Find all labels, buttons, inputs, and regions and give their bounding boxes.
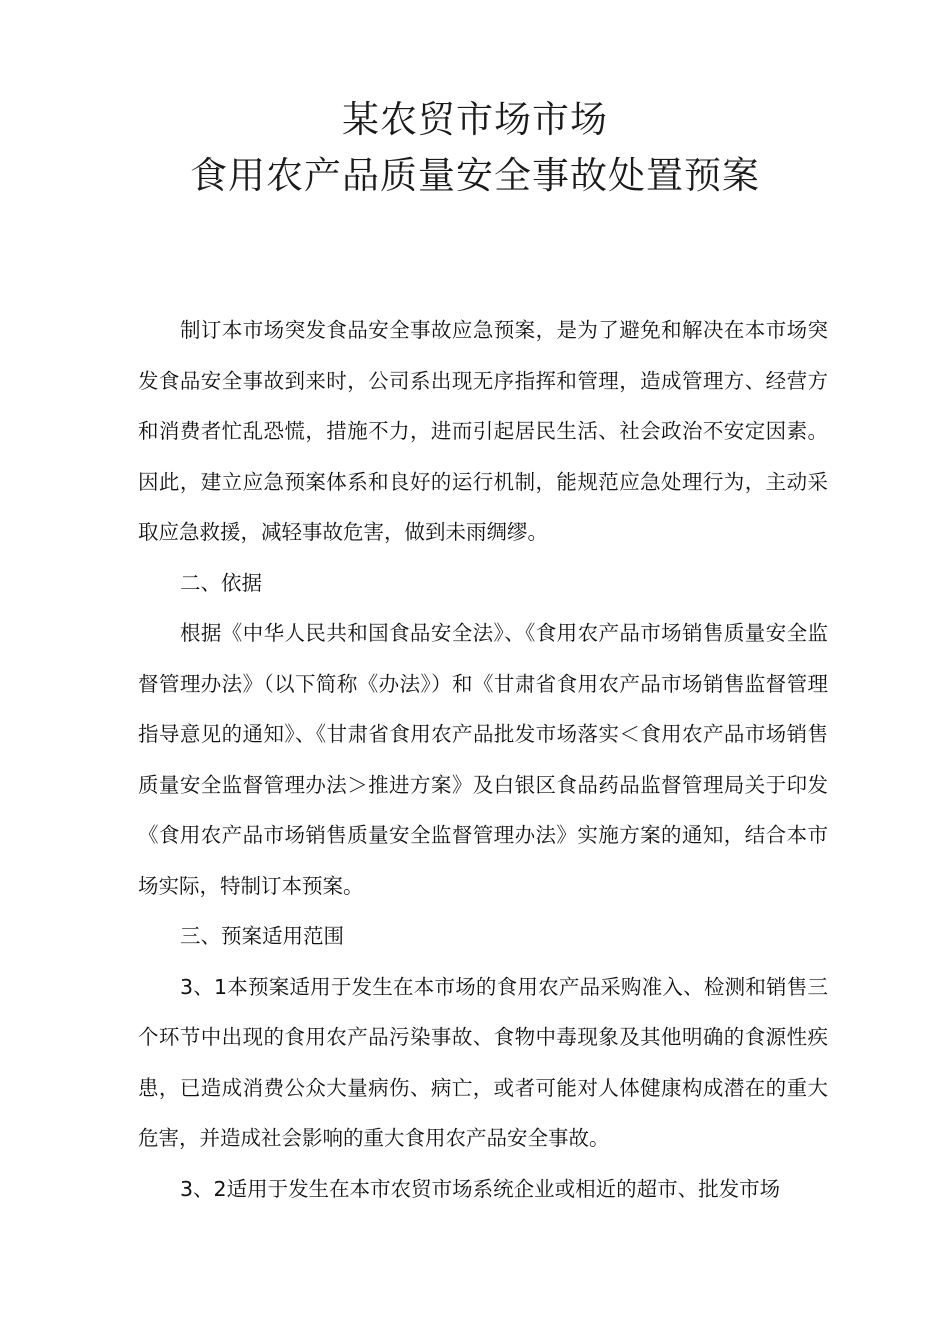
scope-item-2: 3、2适用于发生在本市农贸市场系统企业或相近的超市、批发市场 bbox=[180, 1176, 781, 1201]
section-heading-basis: 二、依据 bbox=[180, 570, 262, 595]
basis-paragraph: 根据《中华人民共和国食品安全法》、《食用农产品市场销售质量安全监督管理办法》（以下简称《办法》）和《甘肃省食用农产品市场销售监督管理指导意见的通知》、《甘肃省食用农产品批发市场落实＜食用农产品市场销售质量安全监督管理办法＞推进方案》及白银区食品药品监督管理局关于印发《食用农产品市场销售质量安全监督管理办法》实施方案的通知，结合本市场实际，特制订本预案。 bbox=[138, 621, 828, 898]
document-title bbox=[0, 92, 950, 204]
title-line-1: 某农贸市场市场 bbox=[342, 98, 608, 141]
intro-paragraph: 制订本市场突发食品安全事故应急预案，是为了避免和解决在本市场突发食品安全事故到来时，公司系出现无序指挥和管理，造成管理方、经营方和消费者忙乱恐慌，措施不力，进而引起居民生活、社会政治不安定因素。因此，建立应急预案体系和良好的运行机制，能规范应急处理行为，主动采取应急救援，减轻事故危害，做到未雨绸缪。 bbox=[138, 318, 828, 544]
title-line-2: 食用农产品质量安全事故处置预案 bbox=[190, 154, 760, 197]
scope-item-1: 3、1本预案适用于发生在本市场的食用农产品采购准入、检测和销售三个环节中出现的食用农产品污染事故、食物中毒现象及其他明确的食源性疾患，已造成消费公众大量病伤、病亡，或者可能对人体健康构成潜在的重大危害，并造成社会影响的重大食用农产品安全事故。 bbox=[138, 974, 828, 1150]
section-heading-scope: 三、预案适用范围 bbox=[180, 924, 344, 948]
document-body bbox=[138, 305, 828, 1214]
